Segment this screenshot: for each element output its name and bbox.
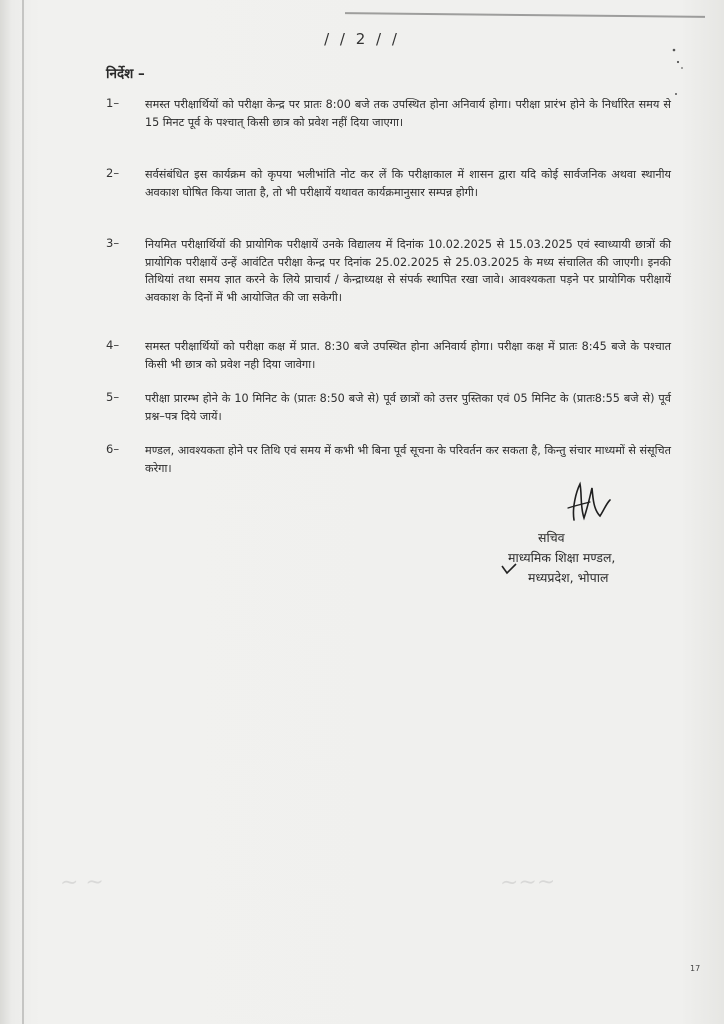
instruction-text: समस्त परीक्षार्थियों को परीक्षा केन्द्र पर प्रातः 8:00 बजे तक उपस्थित होना अनिवार्य होगा। परीक्षा प्रारंभ होने के निर्धारित समय से 15 मिनट पूर्व के पश्चात् किसी छात्र को प्रवेश नहीं दिया जाएगा। — [145, 98, 671, 129]
signatory-place: मध्यप्रदेश, भोपाल — [528, 570, 609, 585]
instruction-number: 6– — [106, 442, 120, 456]
footer-page-mark: 17 — [690, 964, 701, 973]
signatory-title: सचिव — [538, 530, 565, 545]
page-fold-line — [22, 0, 24, 1024]
page-number: / / 2 / / — [324, 30, 400, 48]
instruction-text: नियमित परीक्षार्थियों की प्रायोगिक परीक्षायें उनके विद्यालय में दिनांक 10.02.2025 से 15.03.2025 एवं स्वाध्यायी छात्रों की प्रायोगिक परीक्षायें उन्हें आवंटित परीक्षा केन्द्र पर दिनांक 25.02.2025 से 25.03.2025 के मध्य संचालित की जाएगी। इनकी तिथियां तथा समय ज्ञात करने के लिये प्राचार्य / केन्द्राध्यक्ष से संपर्क स्थापित रखा जावे। आवश्यकता पड़ने पर प्रायोगिक परीक्षायें अवकाश के दिनों में भी आयोजित की जा सकेगी। — [145, 238, 671, 304]
instructions-heading: निर्देश – — [106, 66, 145, 82]
instruction-number: 3– — [106, 236, 120, 250]
instruction-number: 4– — [106, 338, 120, 352]
scan-speckle-marks — [660, 40, 690, 100]
instruction-number: 2– — [106, 166, 120, 180]
signatory-organization: माध्यमिक शिक्षा मण्डल, — [508, 550, 616, 565]
bleed-through-ghost: ~ ~ — [59, 869, 105, 896]
instruction-text: परीक्षा प्रारम्भ होने के 10 मिनिट के (प्रातः 8:50 बजे से) पूर्व छात्रों को उत्तर पुस्तिका एवं 05 मिनिट के (प्रातः8:55 बजे से) पूर्व प्रश्न–पत्र दिये जायें। — [145, 392, 671, 423]
instruction-number: 1– — [106, 96, 120, 110]
top-rule-line — [345, 12, 705, 18]
instruction-text: सर्वसंबंधित इस कार्यक्रम को कृपया भलीभांति नोट कर लें कि परीक्षाकाल में शासन द्वारा यदि कोई सार्वजनिक अथवा स्थानीय अवकाश घोषित किया जाता है, तो भी परीक्षायें यथावत कार्यक्रमानुसार सम्पन्न होगी। — [145, 168, 671, 199]
instruction-number: 5– — [106, 390, 120, 404]
ink-tick-mark — [500, 562, 518, 576]
instruction-text: समस्त परीक्षार्थियों को परीक्षा कक्ष में प्रात. 8:30 बजे उपस्थित होना अनिवार्य होगा। परीक्षा कक्ष में प्रातः 8:45 बजे के पश्चात किसी भी छात्र को प्रवेश नही दिया जावेगा। — [145, 340, 671, 371]
handwritten-signature — [560, 478, 620, 528]
instruction-text: मण्डल, आवश्यकता होने पर तिथि एवं समय में कभी भी बिना पूर्व सूचना के परिवर्तन कर सकता है, किन्तु संचार माध्यमों से संसूचित करेगा। — [145, 444, 671, 475]
bleed-through-ghost: ~~~ — [499, 869, 556, 896]
